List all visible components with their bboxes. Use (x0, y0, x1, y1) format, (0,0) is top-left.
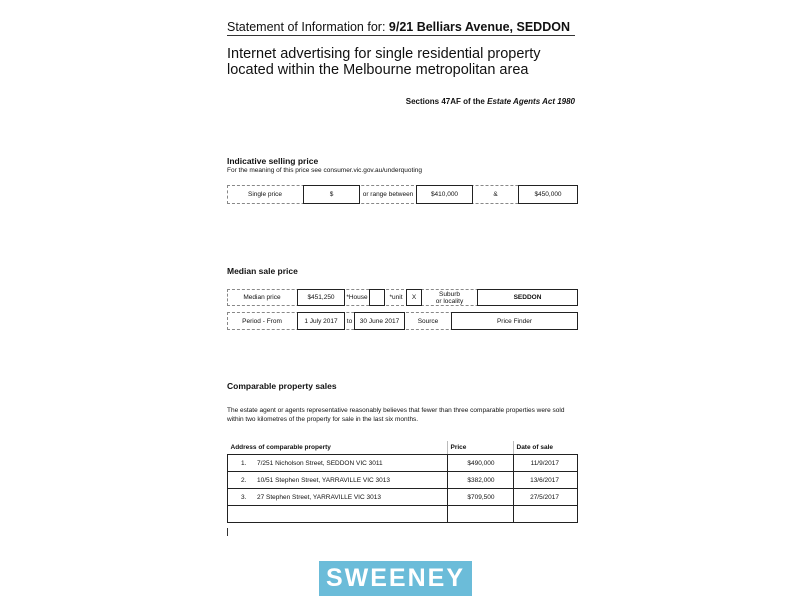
period-to-field: 30 June 2017 (354, 312, 405, 330)
median-price-label: Median price (243, 294, 281, 301)
median-price-field: $451,250 (297, 289, 345, 306)
statement-title (227, 20, 575, 34)
unit-label: *unit (389, 294, 403, 301)
act-name: Estate Agents Act 1980 (487, 97, 575, 106)
page-heading: Internet advertising for single residential property located within the Melbourne metropolitan area (227, 46, 541, 78)
empty-cell (228, 506, 448, 523)
table-row (228, 472, 578, 489)
title-divider (227, 35, 575, 36)
row-price: $382,000 (447, 472, 513, 489)
range-label: or range between (362, 191, 414, 198)
table-row (228, 489, 578, 506)
row-number: 2. (241, 476, 247, 484)
statement-prefix: Statement of Information for: (227, 20, 389, 34)
source-label: Source (417, 317, 439, 325)
range-low-field: $410,000 (416, 185, 473, 204)
single-price-label: Single price (248, 191, 282, 198)
sections-text: Sections 47AF of the (405, 97, 488, 106)
header-price: Price (447, 441, 513, 455)
range-ampersand: & (493, 191, 498, 198)
row-date: 13/6/2017 (513, 472, 578, 489)
suburb-field: SEDDON (477, 289, 578, 306)
row-number: 1. (241, 459, 247, 467)
table-row-empty (228, 506, 578, 523)
house-label: *House (346, 294, 368, 301)
median-price-title: Median sale price (227, 266, 298, 276)
text-cursor (227, 528, 228, 536)
address-cell (228, 472, 448, 489)
comparable-sales-table (227, 441, 578, 523)
suburb-label-line2: or locality (435, 297, 464, 305)
table-row (228, 455, 578, 472)
period-to-label: to (346, 317, 353, 325)
empty-cell (513, 506, 578, 523)
row-address: 7/251 Nicholson Street, SEDDON VIC 3011 (257, 459, 383, 467)
range-high-field: $450,000 (518, 185, 578, 204)
address-cell (228, 455, 448, 472)
suburb-label-line1: Suburb (439, 290, 460, 298)
header-address: Address of comparable property (228, 441, 448, 455)
header-date: Date of sale (513, 441, 578, 455)
comparable-sales-paragraph: The estate agent or agents representative reasonably believes that fewer than three comparable properties were sold within two kilometres of the property for sale in the last six months. (227, 407, 565, 423)
empty-cell (447, 506, 513, 523)
row-address: 10/51 Stephen Street, YARRAVILLE VIC 3013 (257, 476, 390, 484)
suburb-label (422, 289, 477, 306)
indicative-price-note: For the meaning of this price see consumer.vic.gov.au/underquoting (227, 167, 422, 174)
table-header-row (228, 441, 578, 455)
row-price: $709,500 (447, 489, 513, 506)
row-date: 27/5/2017 (513, 489, 578, 506)
row-number: 3. (241, 493, 247, 501)
period-label: Period - From (242, 317, 282, 325)
sweeney-logo: SWEENEY (319, 561, 472, 596)
house-checkbox (369, 289, 385, 306)
row-price: $490,000 (447, 455, 513, 472)
source-field: Price Finder (451, 312, 578, 330)
row-date: 11/9/2017 (513, 455, 578, 472)
comparable-sales-title: Comparable property sales (227, 381, 337, 391)
property-address: 9/21 Belliars Avenue, SEDDON (388, 20, 570, 34)
address-cell (228, 489, 448, 506)
unit-checkbox: X (406, 289, 422, 306)
row-address: 27 Stephen Street, YARRAVILLE VIC 3013 (257, 493, 381, 501)
indicative-price-title: Indicative selling price (227, 156, 319, 166)
legislation-reference (380, 97, 575, 106)
period-from-field: 1 July 2017 (297, 312, 345, 330)
single-price-field: $ (303, 185, 360, 204)
